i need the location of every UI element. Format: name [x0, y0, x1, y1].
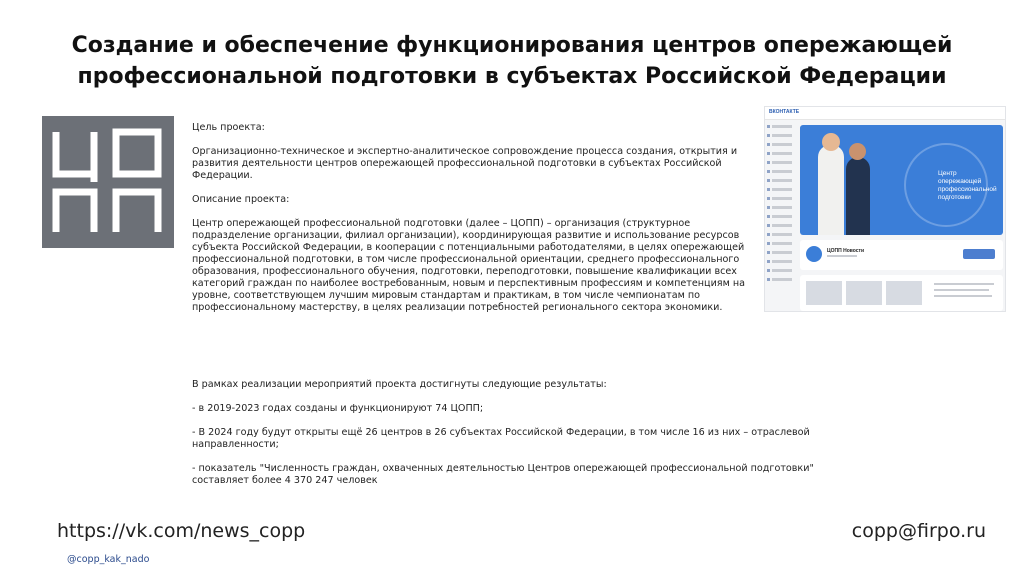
title-line-1: Создание и обеспечение функционирования центров опережающей [71, 33, 953, 58]
result-item-2: - В 2024 году будут открыты ещё 26 центров в 26 субъектах Российской Федерации, в том числе 16 из них – отраслевой направленности; [192, 427, 810, 450]
vk-group-avatar [806, 246, 822, 262]
vk-brand: ВКОНТАКТЕ [769, 109, 800, 115]
project-results [192, 379, 872, 487]
vk-posts [800, 275, 1003, 311]
vk-subscribe-button [963, 249, 995, 259]
vk-group-header [800, 240, 1003, 270]
results-intro: В рамках реализации мероприятий проекта достигнуты следующие результаты: [192, 379, 607, 390]
vk-cover-text: Центр опережающей профессиональной подготовки [938, 170, 997, 201]
vk-topbar [765, 107, 1006, 120]
email-link[interactable]: copp@firpo.ru [851, 520, 986, 542]
slide-title [40, 30, 984, 92]
description-label: Описание проекта: [192, 194, 290, 205]
social-handle[interactable]: @copp_kak_nado [67, 554, 150, 565]
copp-logo [42, 116, 174, 248]
vk-group-name: ЦОПП Новости [827, 248, 865, 254]
goal-label: Цель проекта: [192, 122, 265, 133]
goal-text: Организационно-техническое и экспертно-аналитическое сопровождение процесса создания, открытия и развития деятельности центров опережающей профессиональной подготовки в субъектах Российской Федерации. [192, 146, 738, 181]
description-text: Центр опережающей профессиональной подготовки (далее – ЦОПП) – организация (структурное подразделение организации, филиал организации), координирующая развитие и использование ресурсов субъекта Российской Федерации, в кооперации с потенциальными работодателями, в целях опережающей профессиональной подготовки, в том числе профессиональной ориентации, среднего профессионального образования, профессионального обучения, подготовки, переподготовки, повышение квалификации всех категорий граждан по наиболее востребованным, новым и перспективным профессиям и компетенциям на уровне, соответствующем лучшим мировым стандартам и практикам, в том числе чемпионатам по профессиональному мастерству, в целях реализации потребностей регионального сектора экономики. [192, 218, 746, 313]
title-line-2: профессиональной подготовки в субъектах Российской Федерации [77, 64, 947, 89]
vk-url-link[interactable]: https://vk.com/news_copp [57, 520, 306, 542]
result-item-3: - показатель "Численность граждан, охваченных деятельностью Центров опережающей профессиональной подготовки" составляет более 4 370 247 человек [192, 463, 814, 486]
result-item-1: - в 2019-2023 годах созданы и функционируют 74 ЦОПП; [192, 403, 484, 414]
vk-cover-image [800, 125, 1003, 235]
vk-page-screenshot [764, 106, 1006, 312]
project-description [192, 122, 757, 314]
vk-sidebar [767, 125, 795, 287]
